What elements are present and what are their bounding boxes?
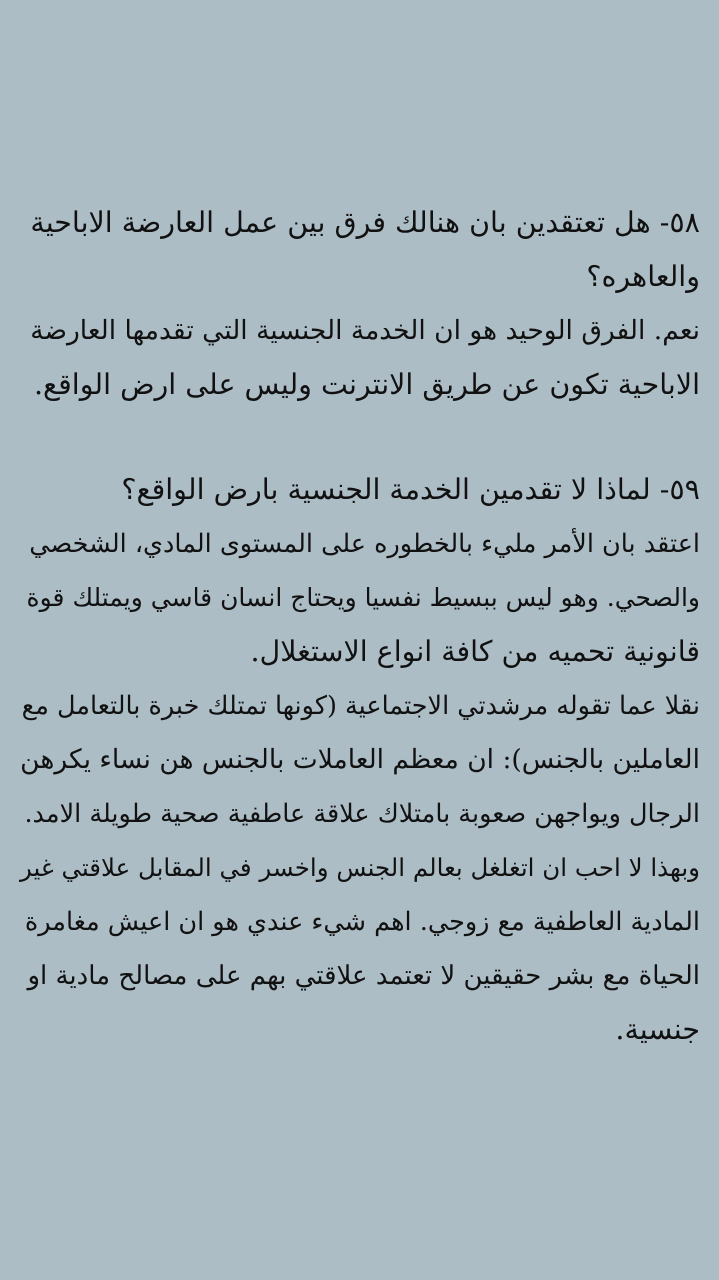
- answer-59-line: المادية العاطفية مع زوجي. اهم شيء عندي هو ان اعيش مغامرة: [24, 907, 700, 937]
- question-58-block: [20, 196, 700, 412]
- answer-59-line: الرجال ويواجهن صعوبة بامتلاك علاقة عاطفية صحية طويلة الامد.: [24, 799, 700, 829]
- answer-59-line: جنسية.: [615, 1013, 700, 1046]
- question-58-line: ٥٨- هل تعتقدين بان هنالك فرق بين عمل العارضة الاباحية: [30, 206, 700, 239]
- answer-59-line: والصحي. وهو ليس ببسيط نفسيا ويحتاج انسان قاسي ويمتلك قوة: [26, 583, 700, 612]
- answer-58-line: الاباحية تكون عن طريق الانترنت وليس على ارض الواقع.: [33, 368, 700, 401]
- answer-59-line: قانونية تحميه من كافة انواع الاستغلال.: [250, 635, 700, 668]
- answer-59-line: وبهذا لا احب ان اتغلغل بعالم الجنس واخسر في المقابل علاقتي غير: [19, 853, 700, 882]
- answer-59-line: اعتقد بان الأمر مليء بالخطوره على المستوى المادي، الشخصي: [29, 529, 700, 559]
- answer-59-line: الحياة مع بشر حقيقين لا تعتمد علاقتي بهم على مصالح مادية او: [27, 961, 700, 991]
- question-58-line: والعاهره؟: [586, 260, 700, 293]
- answer-58-line: نعم. الفرق الوحيد هو ان الخدمة الجنسية التي تقدمها العارضة: [30, 315, 700, 346]
- question-59-block: [20, 463, 700, 1057]
- question-59-line: ٥٩- لماذا لا تقدمين الخدمة الجنسية بارض الواقع؟: [121, 473, 700, 506]
- answer-59-line: العاملين بالجنس): ان معظم العاملات بالجنس هن نساء يكرهن: [20, 744, 700, 775]
- answer-59-line: نقلا عما تقوله مرشدتي الاجتماعية (كونها تمتلك خبرة بالتعامل مع: [21, 691, 700, 721]
